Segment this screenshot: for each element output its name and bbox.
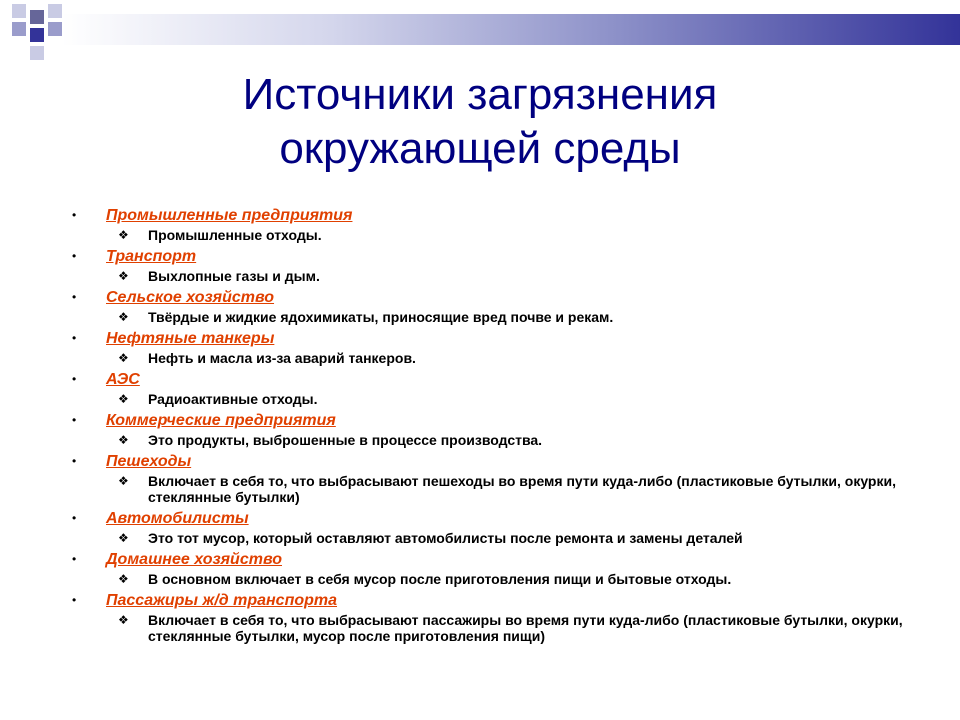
source-detail (106, 473, 954, 505)
diamond-bullet-icon: ❖ (118, 351, 129, 365)
list-item (66, 288, 954, 325)
decorative-square (12, 40, 26, 54)
source-detail-text: В основном включает в себя мусор после приготовления пищи и бытовые отходы. (148, 571, 732, 587)
source-heading: АЭС (106, 371, 140, 388)
list-item (66, 452, 954, 505)
diamond-bullet-icon: ❖ (118, 310, 129, 324)
bullet-dot-icon: • (72, 413, 77, 427)
source-detail-text: Включает в себя то, что выбрасывают пешеходы во время пути куда-либо (пластиковые бутылки, окурки, стеклянные бутылки) (148, 473, 896, 505)
source-detail-text: Нефть и масла из-за аварий танкеров. (148, 350, 416, 366)
source-detail (106, 227, 954, 243)
source-heading: Транспорт (106, 248, 197, 265)
slide-title (40, 68, 920, 176)
source-heading: Коммерческие предприятия (106, 412, 336, 429)
source-detail-text: Выхлопные газы и дым. (148, 268, 320, 284)
bullet-dot-icon: • (72, 331, 77, 345)
diamond-bullet-icon: ❖ (118, 474, 129, 488)
source-heading: Промышленные предприятия (106, 207, 353, 224)
diamond-bullet-icon: ❖ (118, 433, 129, 447)
decorative-square (30, 10, 44, 24)
diamond-bullet-icon: ❖ (118, 531, 129, 545)
bullet-dot-icon: • (72, 249, 77, 263)
source-detail (106, 391, 954, 407)
list-item (66, 329, 954, 366)
source-detail-text: Промышленные отходы. (148, 227, 322, 243)
bullet-dot-icon: • (72, 290, 77, 304)
list-item (66, 206, 954, 243)
list-item (66, 247, 954, 284)
diamond-bullet-icon: ❖ (118, 613, 129, 627)
source-detail (106, 309, 954, 325)
diamond-bullet-icon: ❖ (118, 572, 129, 586)
source-detail (106, 571, 954, 587)
decorative-square (30, 46, 44, 60)
source-detail (106, 432, 954, 448)
title-line-1: Источники загрязнения (242, 70, 718, 119)
source-heading: Сельское хозяйство (106, 289, 275, 306)
decorative-square (48, 22, 62, 36)
decorative-square (30, 28, 44, 42)
list-item (66, 550, 954, 587)
bullet-dot-icon: • (72, 208, 77, 222)
source-heading: Пассажиры ж/д транспорта (106, 592, 338, 609)
bullet-dot-icon: • (72, 454, 77, 468)
source-heading: Домашнее хозяйство (106, 551, 282, 568)
decorative-square (12, 4, 26, 18)
bullet-dot-icon: • (72, 372, 77, 386)
decorative-square (12, 22, 26, 36)
source-detail-text: Твёрдые и жидкие ядохимикаты, приносящие вред почве и рекам. (148, 309, 614, 325)
source-heading: Нефтяные танкеры (106, 330, 275, 347)
source-heading: Пешеходы (106, 453, 192, 470)
source-detail (106, 530, 954, 546)
diamond-bullet-icon: ❖ (118, 392, 129, 406)
source-detail (106, 612, 954, 644)
pollution-sources-list (66, 206, 954, 648)
title-line-2: окружающей среды (279, 124, 681, 173)
list-item (66, 411, 954, 448)
source-detail-text: Это тот мусор, который оставляют автомобилисты после ремонта и замены деталей (148, 530, 743, 546)
list-item (66, 370, 954, 407)
decorative-gradient-band (62, 14, 960, 45)
source-detail-text: Это продукты, выброшенные в процессе производства. (148, 432, 543, 448)
source-detail-text: Включает в себя то, что выбрасывают пассажиры во время пути куда-либо (пластиковые бутылки, окурки, стеклянные бутылки, мусор после приготовления пищи) (148, 612, 903, 644)
source-detail (106, 268, 954, 284)
source-detail (106, 350, 954, 366)
diamond-bullet-icon: ❖ (118, 228, 129, 242)
decorative-square (48, 4, 62, 18)
diamond-bullet-icon: ❖ (118, 269, 129, 283)
list-item (66, 509, 954, 546)
bullet-dot-icon: • (72, 593, 77, 607)
source-heading: Автомобилисты (106, 510, 249, 527)
list-item (66, 591, 954, 644)
bullet-dot-icon: • (72, 511, 77, 525)
source-detail-text: Радиоактивные отходы. (148, 391, 318, 407)
bullet-dot-icon: • (72, 552, 77, 566)
